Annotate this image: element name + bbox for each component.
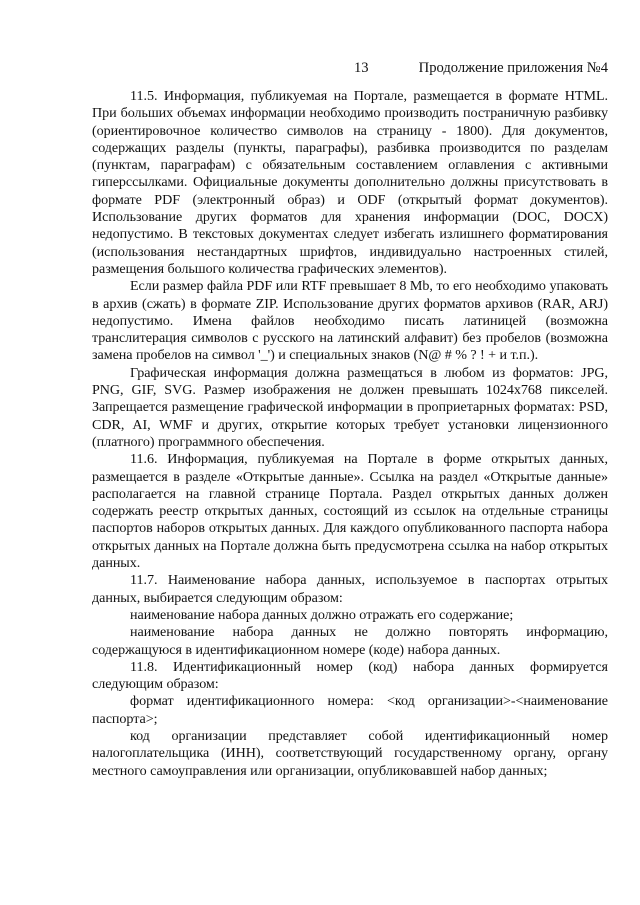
page-number: 13 bbox=[354, 60, 369, 76]
paragraph-organization-code: код организации представляет собой идентификационный номер налогоплательщика (ИНН), соответствующий государственному органу, органу местного самоуправления или организации, опубликовавшей набор данных; bbox=[92, 727, 608, 779]
page-header bbox=[92, 58, 608, 82]
paragraph-11-6: 11.6. Информация, публикуемая на Портале в форме открытых данных, размещается в разделе «Открытые данные». Ссылка на раздел «Открытые данные» располагается на главной странице Портала. Раздел открытых данных должен содержать реестр открытых данных, состоящий из ссылок на отдельные страницы паспортов наборов открытых данных. Для каждого опубликованного паспорта набора открытых данных на Портале должна быть предусмотрена ссылка на набор открытых данных. bbox=[92, 451, 608, 572]
paragraph-11-5: 11.5. Информация, публикуемая на Портале, размещается в формате HTML. При больших объемах информации необходимо производить постраничную разбивку (ориентировочное количество символов на страницу - 1800). Для документов, содержащих разделы (пункты, параграфы), разбивка производится по разделам (пунктам, параграфам) с обязательным составлением оглавления с активными гиперссылками. Официальные документы дополнительно должны присутствовать в формате PDF (электронный образ) и ODF (открытый формат документов). Использование других форматов для хранения информации (DOC, DOCX) недопустимо. В текстовых документах следует избегать излишнего форматирования (использования нестандартных шрифтов, индивидуально настроенных стилей, размещения большого количества графических элементов). bbox=[92, 88, 608, 277]
paragraph-11-8: 11.8. Идентификационный номер (код) набора данных формируется следующим образом: bbox=[92, 658, 608, 693]
document-page bbox=[92, 58, 608, 780]
paragraph-11-7: 11.7. Наименование набора данных, используемое в паспортах отрытых данных, выбирается следующим образом: bbox=[92, 572, 608, 606]
paragraph-id-format: формат идентификационного номера: <код организации>-<наименование паспорта>; bbox=[92, 693, 608, 727]
appendix-continuation-title: Продолжение приложения №4 bbox=[418, 60, 608, 76]
paragraph-dataset-name-no-repeat: наименование набора данных не должно повторять информацию, содержащуюся в идентификационном номере (коде) набора данных. bbox=[92, 624, 608, 658]
paragraph-dataset-name-content: наименование набора данных должно отражать его содержание; bbox=[130, 606, 514, 623]
paragraph-graphic-formats: Графическая информация должна размещаться в любом из форматов: JPG, PNG, GIF, SVG. Размер изображения не должен превышать 1024x768 пикселей. Запрещается размещение графической информации в проприетарных форматах: PSD, CDR, AI, WMF и других, открытие которых требует установки лицензионного (платного) программного обеспечения. bbox=[92, 364, 608, 450]
paragraph-archive-rules: Если размер файла PDF или RTF превышает 8 Mb, то его необходимо упаковать в архив (сжать) в формате ZIP. Использование других форматов архивов (RAR, ARJ) недопустимо. Имена файлов необходимо писать латиницей (возможна транслитерация символов с русского на латинский алфавит) без пробелов (возможна замена пробелов на символ '_') и специальных знаков (N@ # % ? ! + и т.п.). bbox=[92, 278, 608, 364]
